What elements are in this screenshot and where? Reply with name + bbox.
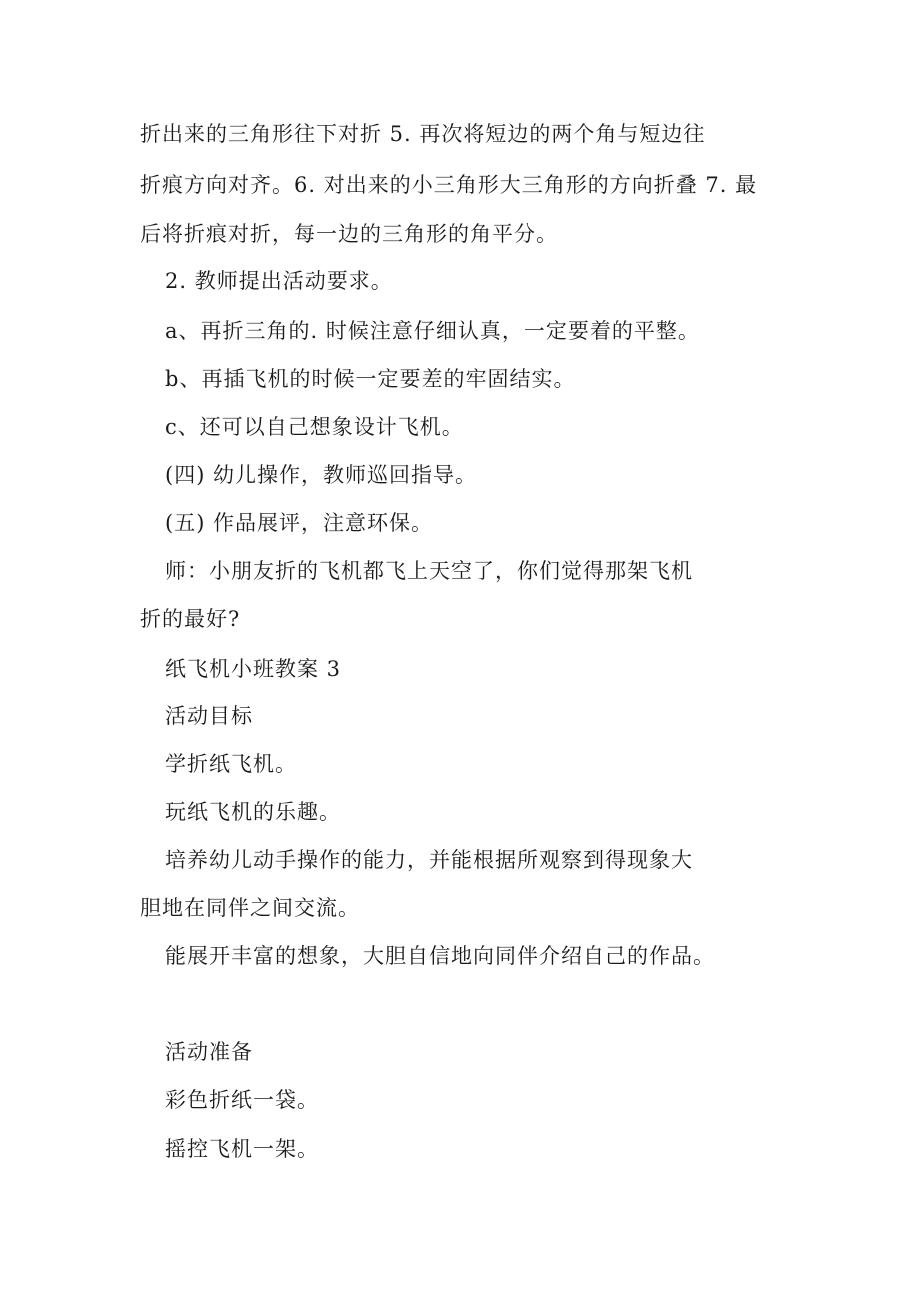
text-line: 彩色折纸一袋。 (165, 1088, 319, 1112)
text-line: 活动目标 (165, 704, 253, 728)
text-line: (四) 幼儿操作，教师巡回指导。 (165, 463, 478, 487)
text-line: 摇控飞机一架。 (165, 1137, 319, 1161)
text-line: 折痕方向对齐。6. 对出来的小三角形大三角形的方向折叠 7. 最 (140, 173, 758, 197)
text-line: 折出来的三角形往下对折 5. 再次将短边的两个角与短边往 (140, 122, 706, 146)
text-line: 玩纸飞机的乐趣。 (165, 800, 341, 824)
text-line: 学折纸飞机。 (165, 752, 297, 776)
text-line: c、还可以自己想象设计飞机。 (165, 415, 464, 439)
section-heading: 纸飞机小班教案 3 (165, 657, 342, 681)
text-line: 后将折痕对折，每一边的三角形的角平分。 (140, 222, 558, 246)
text-line: b、再插飞机的时候一定要差的牢固结实。 (165, 367, 576, 391)
text-line: 胆地在同伴之间交流。 (140, 896, 360, 920)
text-line: 能展开丰富的想象，大胆自信地向同伴介绍自己的作品。 (165, 944, 715, 968)
text-line: a、再折三角的. 时候注意仔细认真，一定要着的平整。 (165, 319, 700, 343)
text-line: 活动准备 (165, 1040, 253, 1064)
text-line: 师：小朋友折的飞机都飞上天空了，你们觉得那架飞机 (165, 559, 693, 583)
text-line: 2. 教师提出活动要求。 (165, 269, 393, 293)
text-line: (五) 作品展评，注意环保。 (165, 511, 434, 535)
text-line: 折的最好? (140, 607, 241, 631)
text-line: 培养幼儿动手操作的能力，并能根据所观察到得现象大 (165, 848, 693, 872)
